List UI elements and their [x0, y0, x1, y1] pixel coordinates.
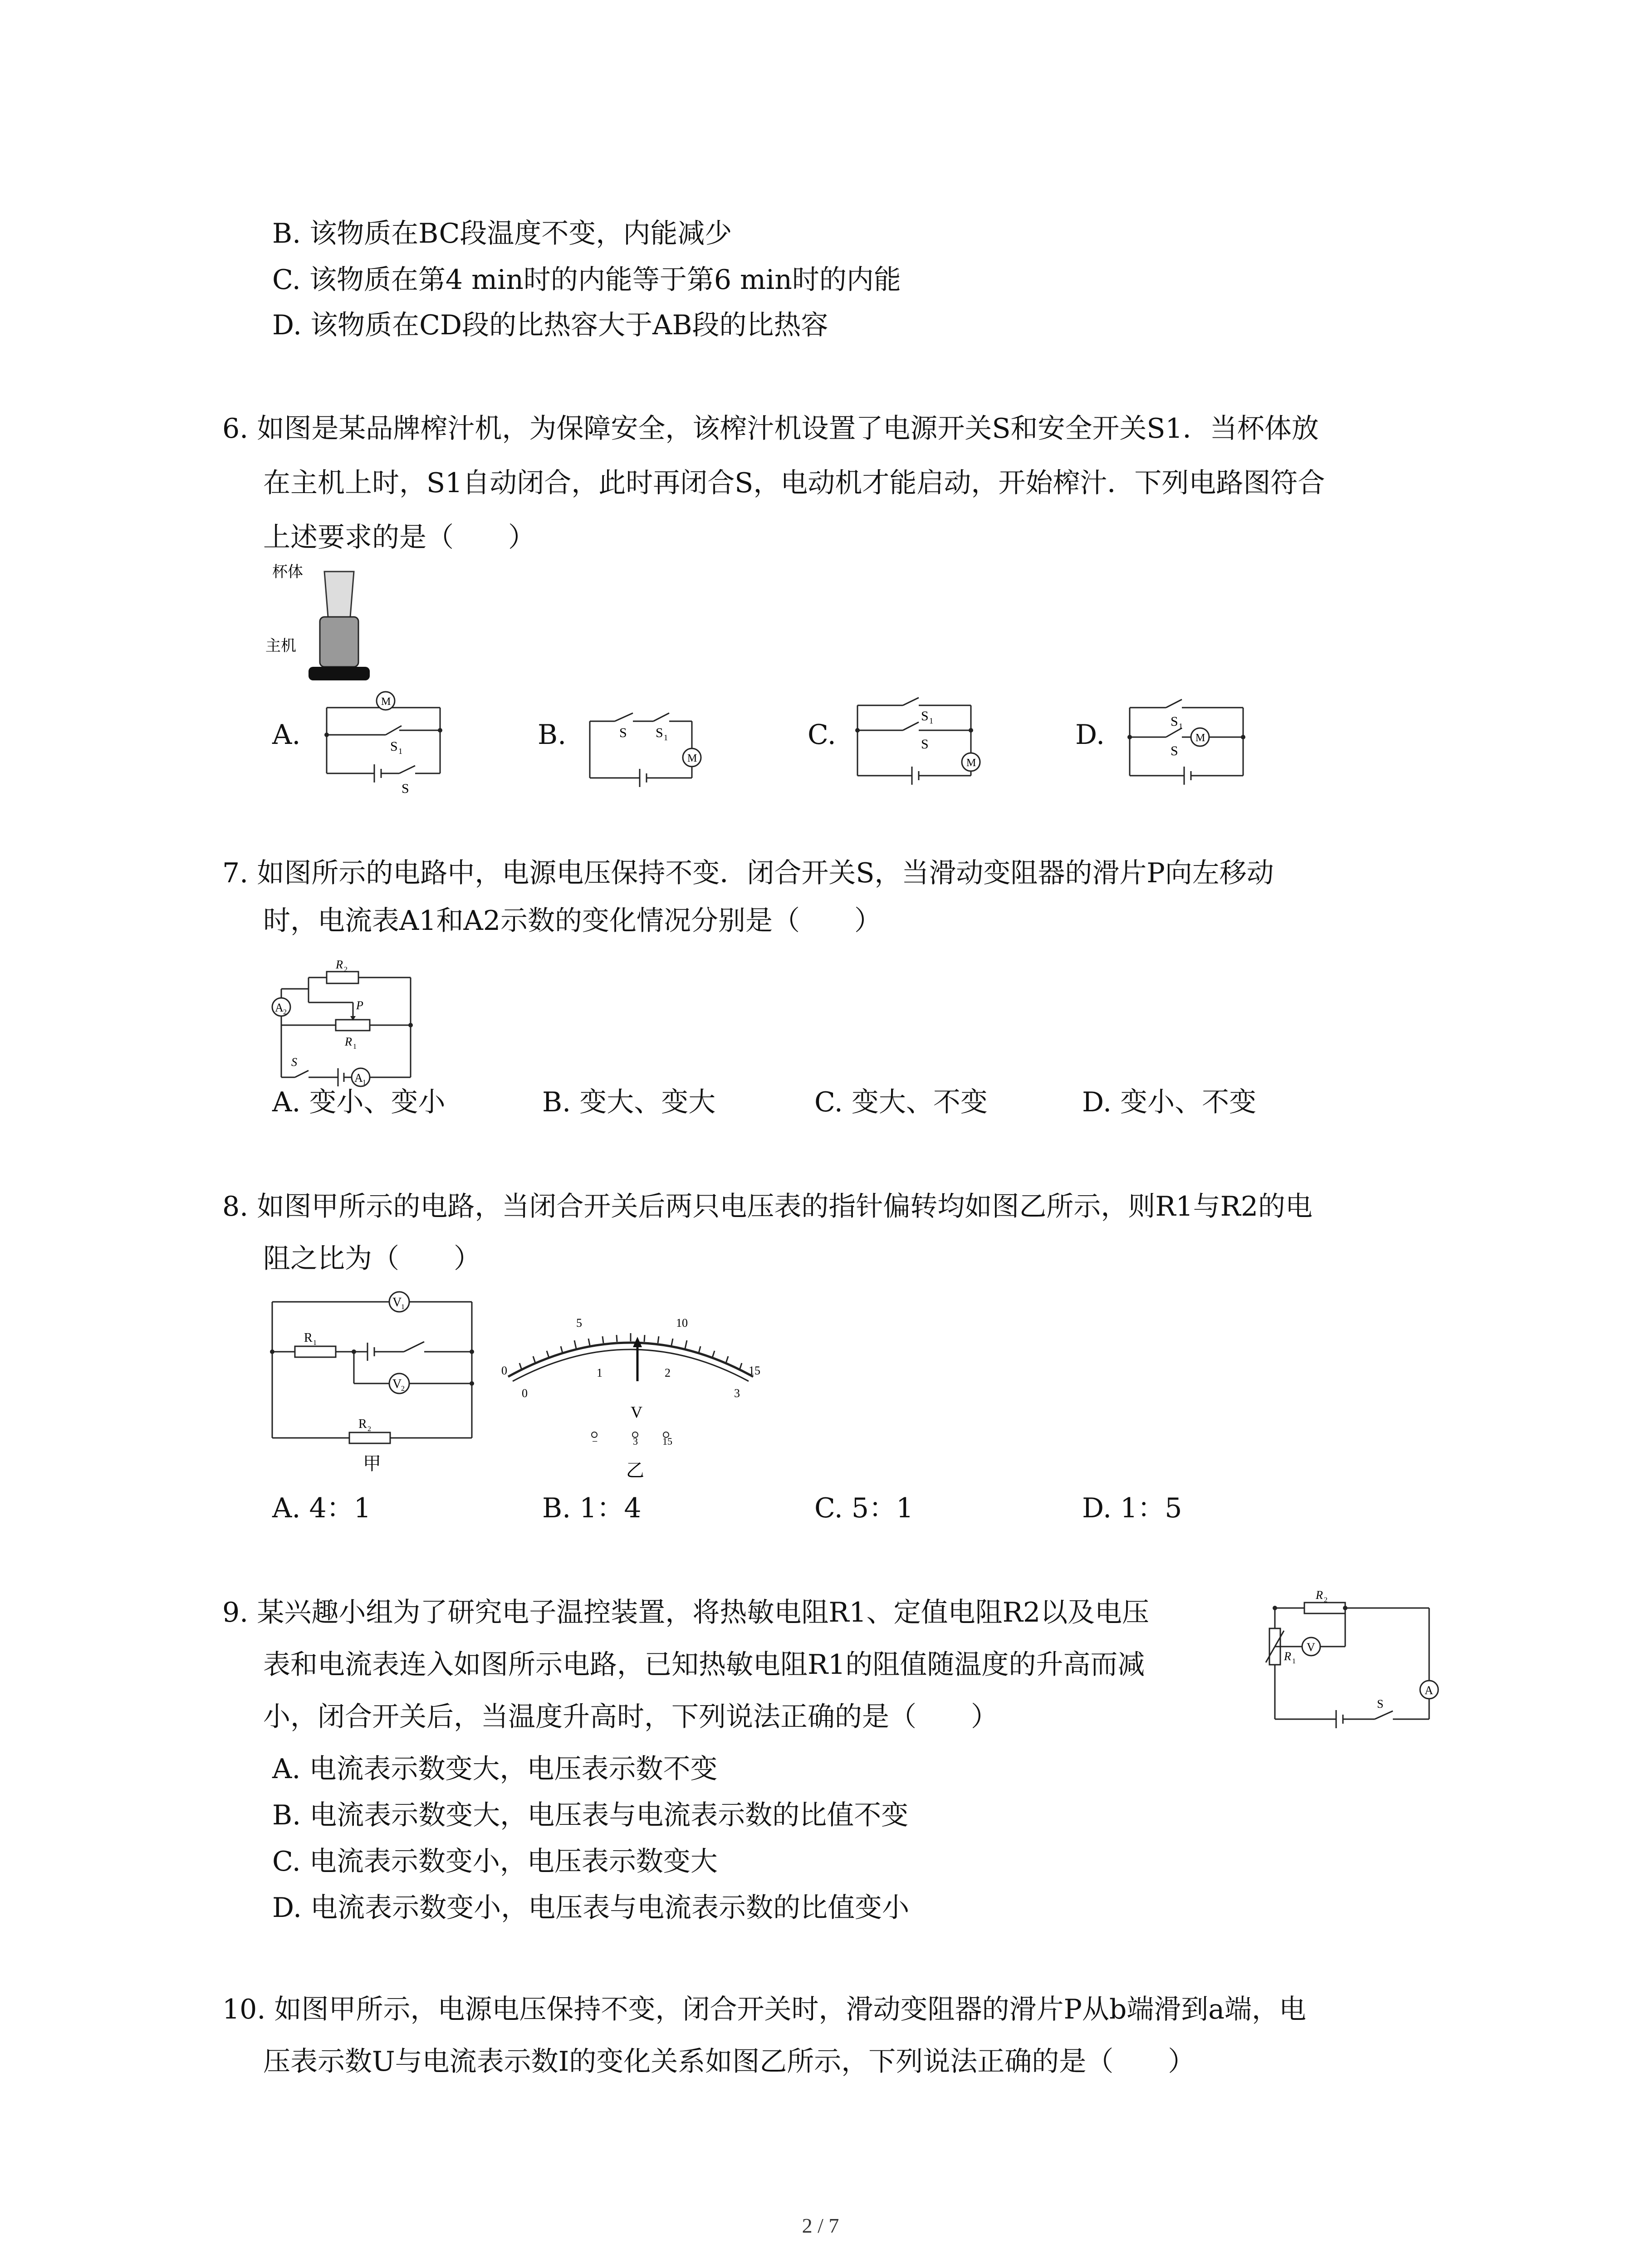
dial-ticks [519, 1333, 742, 1370]
svg-text:R: R [336, 958, 343, 971]
base-foot [309, 667, 370, 680]
svg-text:A: A [354, 1071, 363, 1085]
q9-option-b: B. 电流表示数变大，电压表与电流表示数的比值不变 [272, 1799, 909, 1831]
fig-label-yi: 乙 [626, 1460, 644, 1481]
svg-text:V: V [631, 1403, 642, 1421]
svg-text:0: 0 [501, 1364, 507, 1377]
svg-text:1: 1 [1292, 1657, 1296, 1665]
svg-text:2: 2 [344, 966, 348, 973]
svg-text:V: V [392, 1377, 402, 1391]
svg-text:M: M [1195, 732, 1205, 744]
q6-circuit-c [848, 680, 994, 794]
q7-circuit [263, 943, 426, 1089]
q6-circuit-d [1121, 680, 1266, 794]
q8-option-c: C. 5：1 [814, 1492, 914, 1524]
svg-text:S: S [402, 781, 409, 794]
svg-text:S: S [921, 709, 929, 723]
fig-label-jia: 甲 [363, 1453, 381, 1474]
q8-voltmeter-dial [495, 1290, 776, 1481]
cup-shape [324, 572, 354, 617]
q7-stem-line2: 时，电流表A1和A2示数的变化情况分别是（ ） [263, 905, 882, 937]
q5-option-b: B. 该物质在BC段温度不变，内能减少 [272, 218, 732, 249]
svg-text:P: P [356, 999, 363, 1012]
svg-text:V: V [1307, 1641, 1315, 1654]
svg-text:R: R [345, 1035, 352, 1048]
q6-stem-line2: 在主机上时，S1自动闭合，此时再闭合S，电动机才能启动，开始榨汁．下列电路图符合 [263, 467, 1325, 499]
svg-text:R: R [1316, 1589, 1323, 1602]
svg-text:15: 15 [662, 1436, 672, 1447]
q9-circuit [1261, 1583, 1452, 1733]
q9-option-c: C. 电流表示数变小，电压表示数变大 [272, 1846, 718, 1877]
q6-stem-line3: 上述要求的是（ ） [263, 522, 535, 553]
svg-text:2: 2 [665, 1366, 671, 1379]
svg-text:S: S [1377, 1697, 1384, 1711]
q7-option-a: A. 变小、变小 [272, 1086, 446, 1118]
svg-text:R: R [1284, 1650, 1291, 1663]
svg-text:R: R [304, 1331, 313, 1345]
svg-text:S: S [619, 725, 627, 740]
svg-text:S: S [291, 1056, 297, 1069]
svg-text:V: V [392, 1295, 402, 1310]
q5-option-c: C. 该物质在第4 min时的内能等于第6 min时的内能 [272, 264, 901, 296]
q8-stem-line1: 8. 如图甲所示的电路，当闭合开关后两只电压表的指针偏转均如图乙所示，则R1与R2的电 [222, 1191, 1313, 1222]
base-label: 主机 [265, 638, 296, 655]
q6-circuit-b [581, 680, 726, 794]
q6-circuit-a [318, 680, 454, 794]
svg-text:1: 1 [664, 733, 668, 742]
svg-text:S: S [1171, 714, 1178, 729]
q8-stem-line2: 阻之比为（ ） [263, 1243, 481, 1275]
svg-text:M: M [687, 753, 697, 764]
q8-option-b: B. 1：4 [542, 1492, 642, 1524]
q6-option-b-label: B. [538, 719, 567, 751]
svg-text:1: 1 [929, 716, 933, 725]
svg-text:S: S [921, 737, 929, 752]
q7-option-d: D. 变小、不变 [1082, 1086, 1257, 1118]
q7-option-c: C. 变大、不变 [814, 1086, 988, 1118]
svg-text:2: 2 [1324, 1596, 1327, 1604]
svg-text:2: 2 [367, 1425, 371, 1433]
juicer-figure [263, 558, 377, 694]
svg-text:1: 1 [313, 1339, 317, 1347]
page-number: 2 / 7 [802, 2214, 839, 2237]
q6-stem-line1: 6. 如图是某品牌榨汁机，为保障安全，该榨汁机设置了电源开关S和安全开关S1．当杯体放 [222, 413, 1319, 445]
svg-text:1: 1 [1179, 722, 1183, 731]
svg-text:A: A [1425, 1684, 1433, 1697]
svg-text:S: S [1171, 743, 1178, 758]
svg-text:2: 2 [401, 1385, 405, 1393]
q6-option-c-label: C. [808, 719, 836, 751]
svg-text:10: 10 [676, 1316, 688, 1330]
q9-stem-line1: 9. 某兴趣小组为了研究电子温控装置，将热敏电阻R1、定值电阻R2以及电压 [222, 1597, 1150, 1628]
svg-text:−: − [592, 1436, 598, 1447]
svg-text:3: 3 [633, 1436, 638, 1447]
svg-text:1: 1 [597, 1366, 603, 1379]
svg-text:1: 1 [353, 1043, 357, 1051]
svg-text:1: 1 [401, 1303, 405, 1311]
q6-option-d-label: D. [1075, 719, 1105, 751]
cup-label: 杯体 [272, 564, 303, 581]
q8-option-a: A. 4：1 [272, 1492, 371, 1524]
base-shape [320, 617, 358, 667]
svg-text:M: M [966, 757, 976, 769]
svg-text:3: 3 [734, 1387, 740, 1400]
q8-option-d: D. 1：5 [1082, 1492, 1182, 1524]
svg-text:1: 1 [398, 747, 402, 756]
svg-text:1: 1 [362, 1079, 366, 1086]
q10-stem-line1: 10. 如图甲所示，电源电压保持不变，闭合开关时，滑动变阻器的滑片P从b端滑到a端，电 [222, 1994, 1307, 2025]
svg-text:15: 15 [749, 1364, 760, 1377]
svg-text:0: 0 [522, 1387, 528, 1400]
svg-text:M: M [381, 696, 391, 708]
q5-option-d: D. 该物质在CD段的比热容大于AB段的比热容 [272, 309, 828, 341]
q10-stem-line2: 压表示数U与电流表示数I的变化关系如图乙所示，下列说法正确的是（ ） [263, 2046, 1195, 2077]
q9-stem-line2: 表和电流表连入如图所示电路，已知热敏电阻R1的阻值随温度的升高而减 [263, 1649, 1145, 1681]
svg-text:2: 2 [283, 1008, 287, 1016]
q9-stem-line3: 小，闭合开关后，当温度升高时，下列说法正确的是（ ） [263, 1701, 998, 1733]
svg-text:S: S [656, 725, 663, 740]
q7-option-b: B. 变大、变大 [542, 1086, 716, 1118]
svg-text:R: R [358, 1417, 367, 1431]
q7-stem-line1: 7. 如图所示的电路中，电源电压保持不变．闭合开关S，当滑动变阻器的滑片P向左移动 [222, 857, 1274, 889]
q6-option-a-label: A. [272, 719, 301, 751]
svg-text:5: 5 [576, 1316, 582, 1330]
svg-text:S: S [390, 739, 398, 754]
svg-text:A: A [275, 1001, 284, 1014]
q9-option-a: A. 电流表示数变大，电压表示数不变 [272, 1753, 718, 1785]
q9-option-d: D. 电流表示数变小，电压表与电流表示数的比值变小 [272, 1892, 910, 1924]
q8-circuit-jia [268, 1284, 481, 1483]
